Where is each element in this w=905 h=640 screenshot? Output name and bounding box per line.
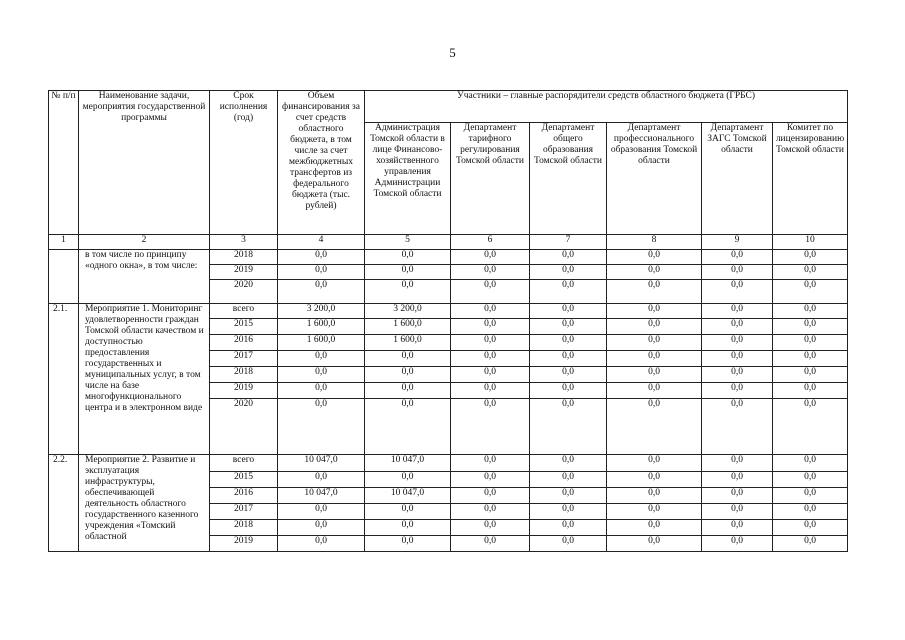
- value-cell: 0,0: [773, 367, 848, 383]
- year-cell: 2020: [210, 399, 278, 455]
- value-cell: 0,0: [278, 250, 365, 265]
- value-cell: 0,0: [702, 319, 773, 335]
- value-cell: 0,0: [451, 304, 530, 319]
- value-cell: 0,0: [365, 265, 451, 280]
- value-cell: 0,0: [530, 250, 607, 265]
- year-cell: 2015: [210, 319, 278, 335]
- value-cell: 0,0: [607, 265, 702, 280]
- value-cell: 0,0: [365, 504, 451, 520]
- year-cell: 2017: [210, 504, 278, 520]
- value-cell: 0,0: [365, 520, 451, 536]
- value-cell: 0,0: [530, 536, 607, 552]
- year-cell: 2019: [210, 383, 278, 399]
- value-cell: 0,0: [278, 536, 365, 552]
- value-cell: 0,0: [530, 265, 607, 280]
- value-cell: 1 600,0: [278, 319, 365, 335]
- value-cell: 0,0: [365, 536, 451, 552]
- value-cell: 0,0: [451, 455, 530, 472]
- header-participant-4: Департамент профессионального образования Томской области: [607, 123, 702, 235]
- value-cell: 0,0: [365, 280, 451, 304]
- value-cell: 0,0: [702, 488, 773, 504]
- value-cell: 10 047,0: [365, 455, 451, 472]
- value-cell: 0,0: [451, 265, 530, 280]
- value-cell: 0,0: [773, 399, 848, 455]
- year-cell: всего: [210, 455, 278, 472]
- column-number: 6: [451, 235, 530, 250]
- value-cell: 0,0: [530, 472, 607, 488]
- header-participant-6: Комитет по лицензированию Томской области: [773, 123, 848, 235]
- value-cell: 0,0: [607, 399, 702, 455]
- value-cell: 0,0: [278, 383, 365, 399]
- year-cell: 2016: [210, 335, 278, 351]
- column-number: 8: [607, 235, 702, 250]
- table-body: [49, 250, 848, 552]
- value-cell: 0,0: [278, 504, 365, 520]
- column-number: 9: [702, 235, 773, 250]
- value-cell: 0,0: [607, 488, 702, 504]
- item-number: 2.2.: [49, 455, 79, 552]
- value-cell: 0,0: [702, 335, 773, 351]
- year-cell: 2015: [210, 472, 278, 488]
- value-cell: 0,0: [702, 520, 773, 536]
- table-row: [49, 304, 848, 319]
- value-cell: 0,0: [530, 319, 607, 335]
- value-cell: 0,0: [702, 265, 773, 280]
- value-cell: 0,0: [773, 504, 848, 520]
- column-number: 7: [530, 235, 607, 250]
- header-participant-2: Департамент тарифного регулирования Томской области: [451, 123, 530, 235]
- value-cell: 0,0: [451, 399, 530, 455]
- item-name: Мероприятие 1. Мониторинг удовлетворенности граждан Томской области качеством и доступностью предоставления государственных и муниципальных услуг, в том числе на базе многофункционального центра и в электронном виде: [79, 304, 210, 455]
- value-cell: 0,0: [278, 367, 365, 383]
- value-cell: 0,0: [278, 280, 365, 304]
- value-cell: 0,0: [607, 520, 702, 536]
- column-number-row: [49, 235, 848, 250]
- year-cell: 2017: [210, 351, 278, 367]
- value-cell: 0,0: [451, 488, 530, 504]
- value-cell: 0,0: [451, 383, 530, 399]
- value-cell: 0,0: [773, 351, 848, 367]
- value-cell: 0,0: [773, 455, 848, 472]
- value-cell: 0,0: [365, 383, 451, 399]
- value-cell: 0,0: [773, 250, 848, 265]
- value-cell: 10 047,0: [278, 455, 365, 472]
- value-cell: 0,0: [702, 367, 773, 383]
- value-cell: 0,0: [607, 536, 702, 552]
- value-cell: 0,0: [278, 265, 365, 280]
- value-cell: 0,0: [365, 351, 451, 367]
- column-number: 5: [365, 235, 451, 250]
- value-cell: 0,0: [530, 280, 607, 304]
- column-number: 10: [773, 235, 848, 250]
- value-cell: 0,0: [530, 335, 607, 351]
- header-participant-1: Администрация Томской области в лице Финансово-хозяйственного управления Администрации Томской области: [365, 123, 451, 235]
- value-cell: 1 600,0: [278, 335, 365, 351]
- value-cell: 0,0: [702, 304, 773, 319]
- value-cell: 0,0: [702, 504, 773, 520]
- value-cell: 0,0: [530, 367, 607, 383]
- value-cell: 0,0: [451, 536, 530, 552]
- value-cell: 0,0: [607, 351, 702, 367]
- item-number: [49, 250, 79, 304]
- year-cell: 2018: [210, 367, 278, 383]
- value-cell: 0,0: [451, 319, 530, 335]
- value-cell: 0,0: [530, 399, 607, 455]
- header-term: Срок исполнения (год): [210, 91, 278, 235]
- value-cell: 0,0: [773, 280, 848, 304]
- value-cell: 0,0: [773, 335, 848, 351]
- value-cell: 0,0: [773, 520, 848, 536]
- value-cell: 0,0: [530, 488, 607, 504]
- value-cell: 0,0: [278, 520, 365, 536]
- value-cell: 0,0: [773, 472, 848, 488]
- value-cell: 0,0: [607, 367, 702, 383]
- value-cell: 0,0: [530, 383, 607, 399]
- value-cell: 0,0: [607, 383, 702, 399]
- value-cell: 0,0: [773, 304, 848, 319]
- column-number: 4: [278, 235, 365, 250]
- value-cell: 0,0: [365, 399, 451, 455]
- page-number: 5: [449, 45, 456, 60]
- value-cell: 0,0: [451, 351, 530, 367]
- value-cell: 0,0: [451, 472, 530, 488]
- value-cell: 0,0: [607, 319, 702, 335]
- value-cell: 0,0: [530, 520, 607, 536]
- value-cell: 0,0: [365, 250, 451, 265]
- value-cell: 0,0: [773, 536, 848, 552]
- value-cell: 0,0: [702, 250, 773, 265]
- value-cell: 0,0: [451, 520, 530, 536]
- year-cell: 2018: [210, 520, 278, 536]
- year-cell: 2019: [210, 265, 278, 280]
- value-cell: 0,0: [702, 280, 773, 304]
- header-participants: Участники – главные распорядители средств областного бюджета (ГРБС): [365, 91, 848, 123]
- value-cell: 0,0: [530, 455, 607, 472]
- item-name: в том числе по принципу «одного окна», в том числе:: [79, 250, 210, 304]
- header-participant-5: Департамент ЗАГС Томской области: [702, 123, 773, 235]
- value-cell: 0,0: [451, 250, 530, 265]
- value-cell: 0,0: [702, 351, 773, 367]
- table-row: [49, 455, 848, 472]
- value-cell: 0,0: [451, 280, 530, 304]
- header-num: № п/п: [49, 91, 79, 235]
- value-cell: 0,0: [278, 351, 365, 367]
- item-name: Мероприятие 2. Развитие и эксплуатация инфраструктуры, обеспечивающей деятельность областного государственного казенного учреждения «Томский областной: [79, 455, 210, 552]
- value-cell: 0,0: [365, 472, 451, 488]
- value-cell: 0,0: [278, 472, 365, 488]
- value-cell: 0,0: [365, 367, 451, 383]
- value-cell: 0,0: [451, 367, 530, 383]
- value-cell: 10 047,0: [365, 488, 451, 504]
- value-cell: 0,0: [451, 335, 530, 351]
- value-cell: 0,0: [607, 455, 702, 472]
- value-cell: 3 200,0: [278, 304, 365, 319]
- value-cell: 0,0: [773, 265, 848, 280]
- year-cell: 2018: [210, 250, 278, 265]
- value-cell: 0,0: [607, 472, 702, 488]
- value-cell: 0,0: [773, 488, 848, 504]
- year-cell: 2016: [210, 488, 278, 504]
- value-cell: 0,0: [702, 455, 773, 472]
- value-cell: 0,0: [530, 351, 607, 367]
- year-cell: 2020: [210, 280, 278, 304]
- column-number: 2: [79, 235, 210, 250]
- year-cell: 2019: [210, 536, 278, 552]
- value-cell: 0,0: [607, 335, 702, 351]
- year-cell: всего: [210, 304, 278, 319]
- column-number: 3: [210, 235, 278, 250]
- value-cell: 0,0: [607, 304, 702, 319]
- item-number: 2.1.: [49, 304, 79, 455]
- value-cell: 0,0: [773, 383, 848, 399]
- header-name: Наименование задачи, мероприятия государственной программы: [79, 91, 210, 235]
- value-cell: 3 200,0: [365, 304, 451, 319]
- column-number: 1: [49, 235, 79, 250]
- value-cell: 0,0: [607, 280, 702, 304]
- value-cell: 0,0: [702, 536, 773, 552]
- value-cell: 0,0: [530, 304, 607, 319]
- financing-table: [48, 90, 848, 552]
- value-cell: 0,0: [278, 399, 365, 455]
- value-cell: 0,0: [702, 399, 773, 455]
- value-cell: 1 600,0: [365, 335, 451, 351]
- value-cell: 0,0: [702, 472, 773, 488]
- table-row: [49, 250, 848, 265]
- value-cell: 0,0: [451, 504, 530, 520]
- value-cell: 0,0: [530, 504, 607, 520]
- header-volume: Объем финансирования за счет средств областного бюджета, в том числе за счет межбюджетных трансфертов из федерального бюджета (тыс. рублей): [278, 91, 365, 235]
- value-cell: 0,0: [702, 383, 773, 399]
- header-participant-3: Департамент общего образования Томской области: [530, 123, 607, 235]
- value-cell: 10 047,0: [278, 488, 365, 504]
- value-cell: 0,0: [607, 504, 702, 520]
- value-cell: 0,0: [607, 250, 702, 265]
- value-cell: 1 600,0: [365, 319, 451, 335]
- value-cell: 0,0: [773, 319, 848, 335]
